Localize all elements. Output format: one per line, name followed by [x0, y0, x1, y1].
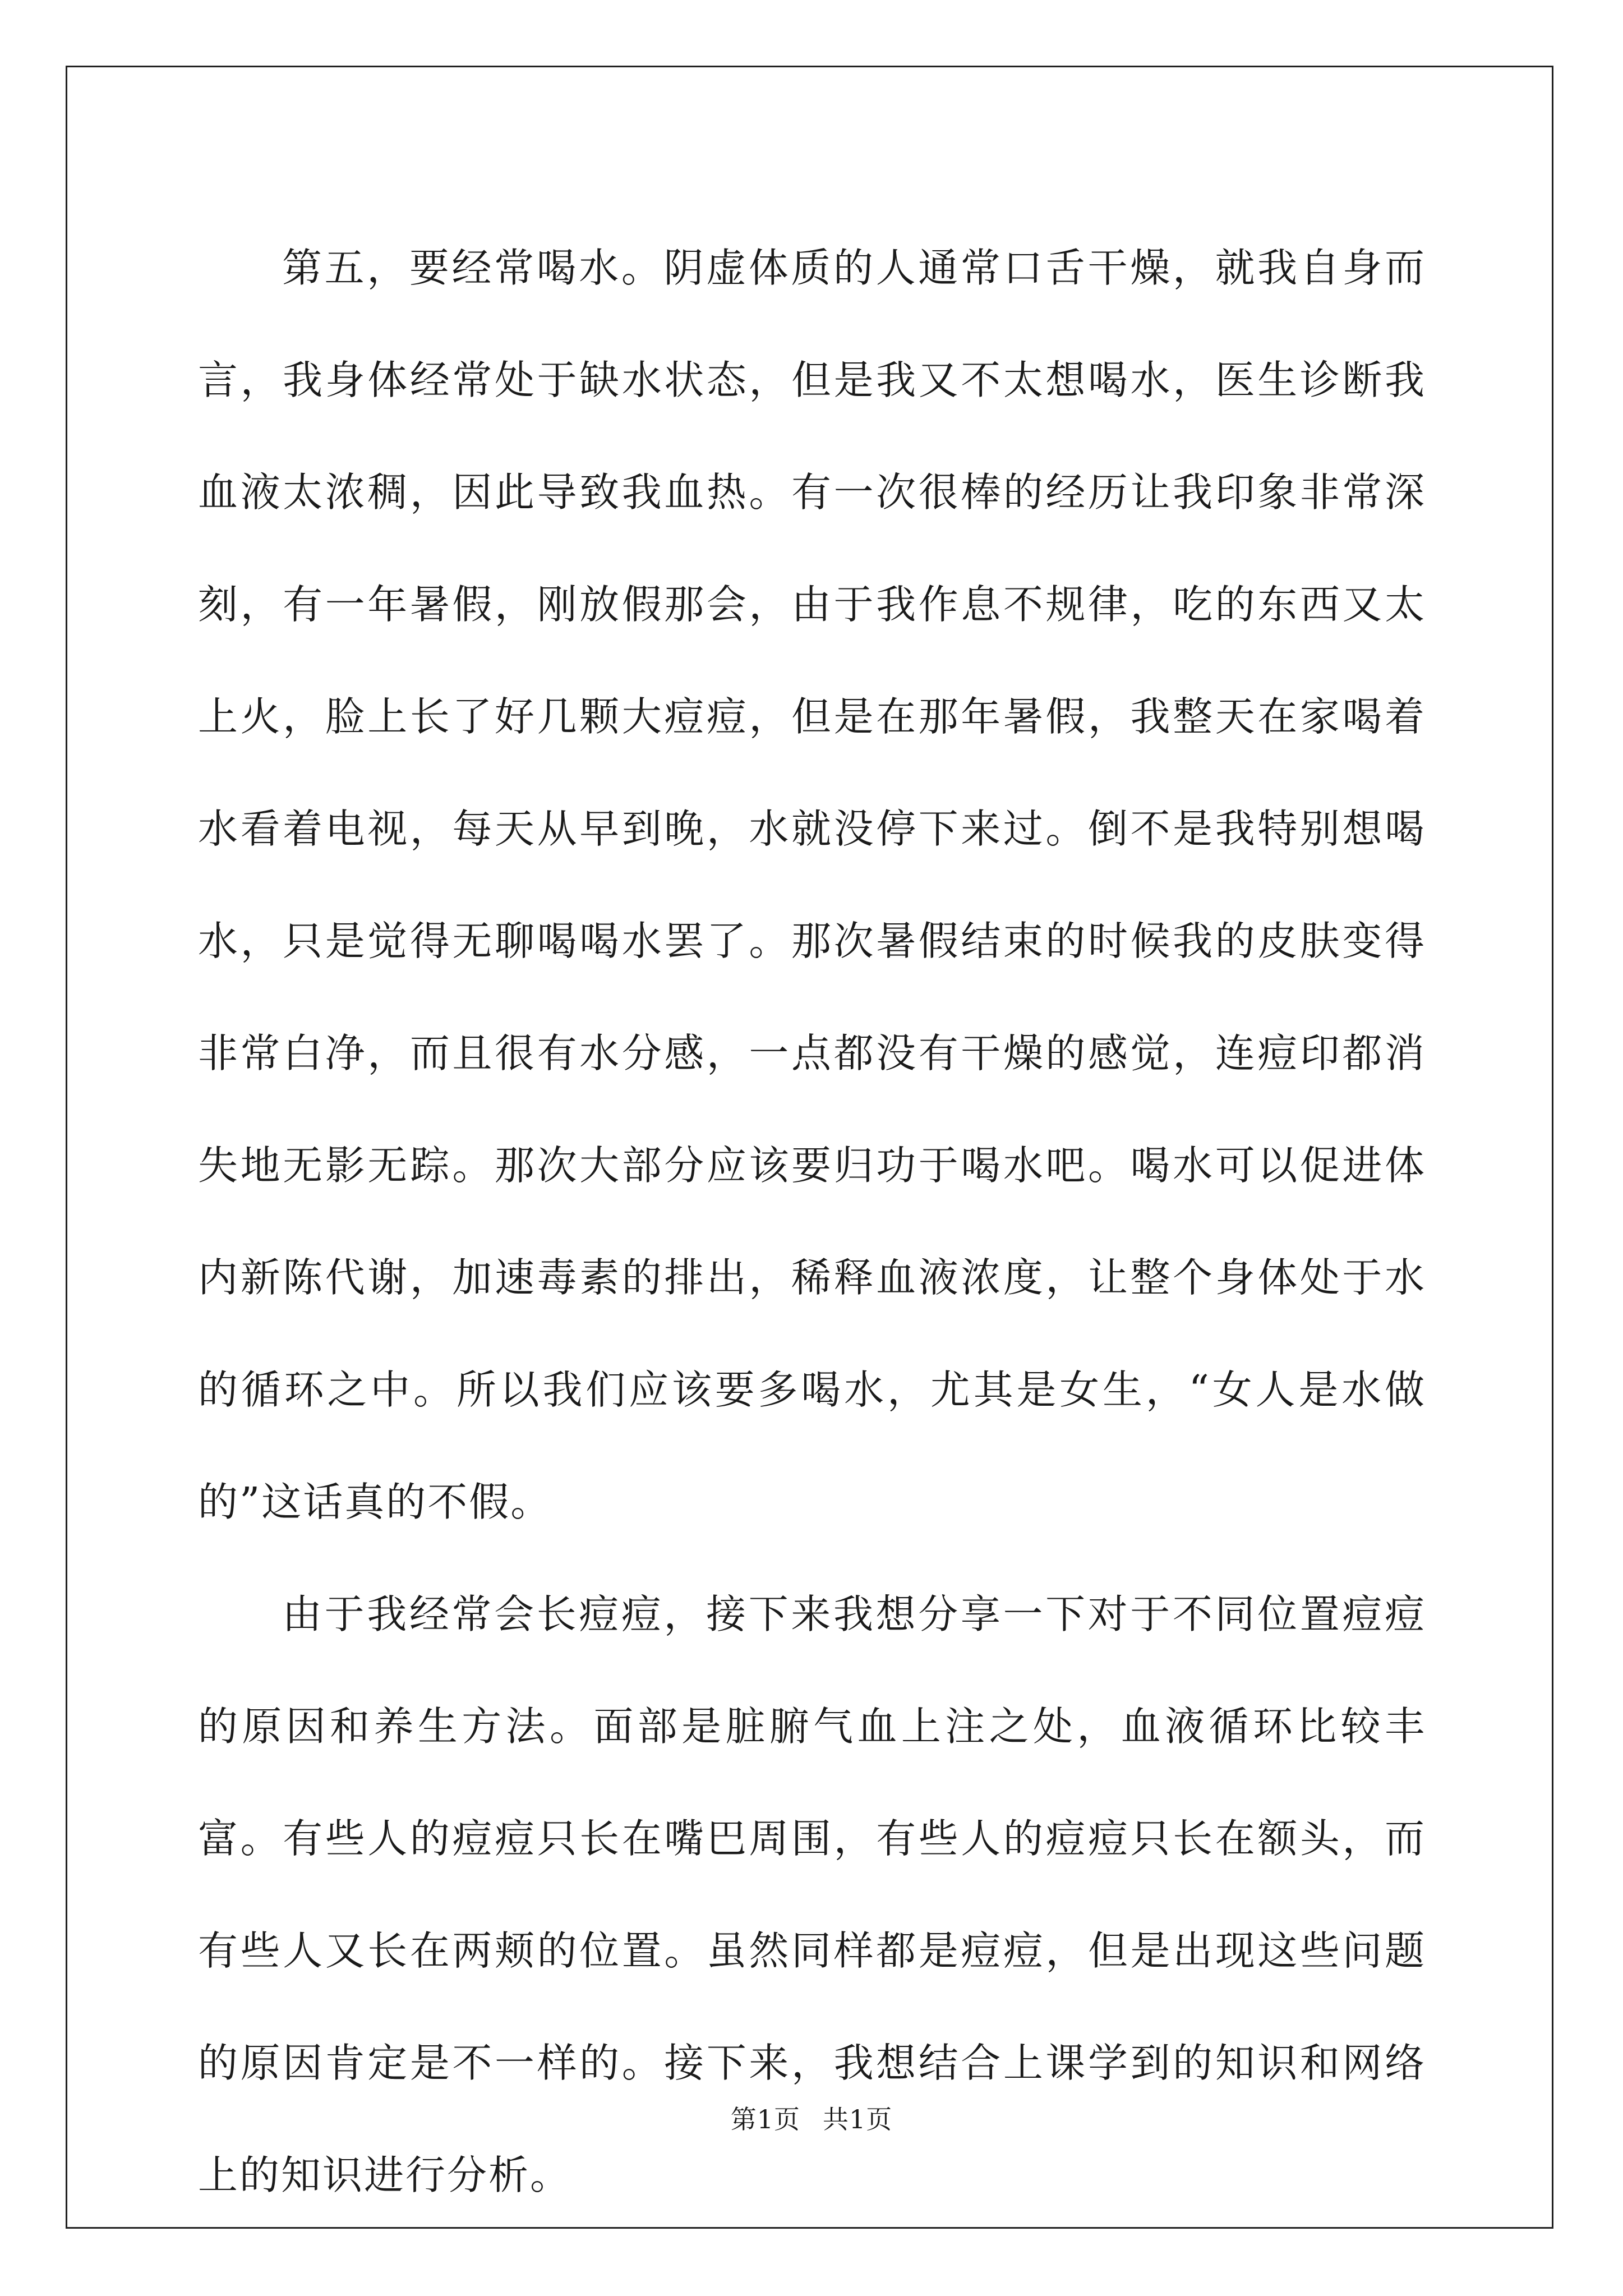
document-body [198, 212, 1426, 2231]
page-number: 第1页 [730, 2104, 800, 2134]
page-footer [0, 2102, 1623, 2136]
page-total: 共1页 [823, 2104, 893, 2134]
paragraph-1: 第五，要经常喝水。阴虚体质的人通常口舌干燥，就我自身而言，我身体经常处于缺水状态，但是我又不太想喝水，医生诊断我血液太浓稠，因此导致我血热。有一次很棒的经历让我印象非常深刻，有一年暑假，刚放假那会，由于我作息不规律，吃的东西又太上火，脸上长了好几颗大痘痘，但是在那年暑假，我整天在家喝着水看着电视，每天从早到晚，水就没停下来过。倒不是我特别想喝水，只是觉得无聊喝喝水罢了。那次暑假结束的时候我的皮肤变得非常白净，而且很有水分感，一点都没有干燥的感觉，连痘印都消失地无影无踪。那次大部分应该要归功于喝水吧。喝水可以促进体内新陈代谢，加速毒素的排出，稀释血液浓度，让整个身体处于水的循环之中。所以我们应该要多喝水，尤其是女生，“女人是水做的”这话真的不假。 [198, 245, 1426, 1525]
paragraph-2: 由于我经常会长痘痘，接下来我想分享一下对于不同位置痘痘的原因和养生方法。面部是脏腑气血上注之处，血液循环比较丰富。有些人的痘痘只长在嘴巴周围，有些人的痘痘只长在额头，而有些人又长在两颊的位置。虽然同样都是痘痘，但是出现这些问题的原因肯定是不一样的。接下来，我想结合上课学到的知识和网络上的知识进行分析。 [198, 1591, 1426, 2198]
